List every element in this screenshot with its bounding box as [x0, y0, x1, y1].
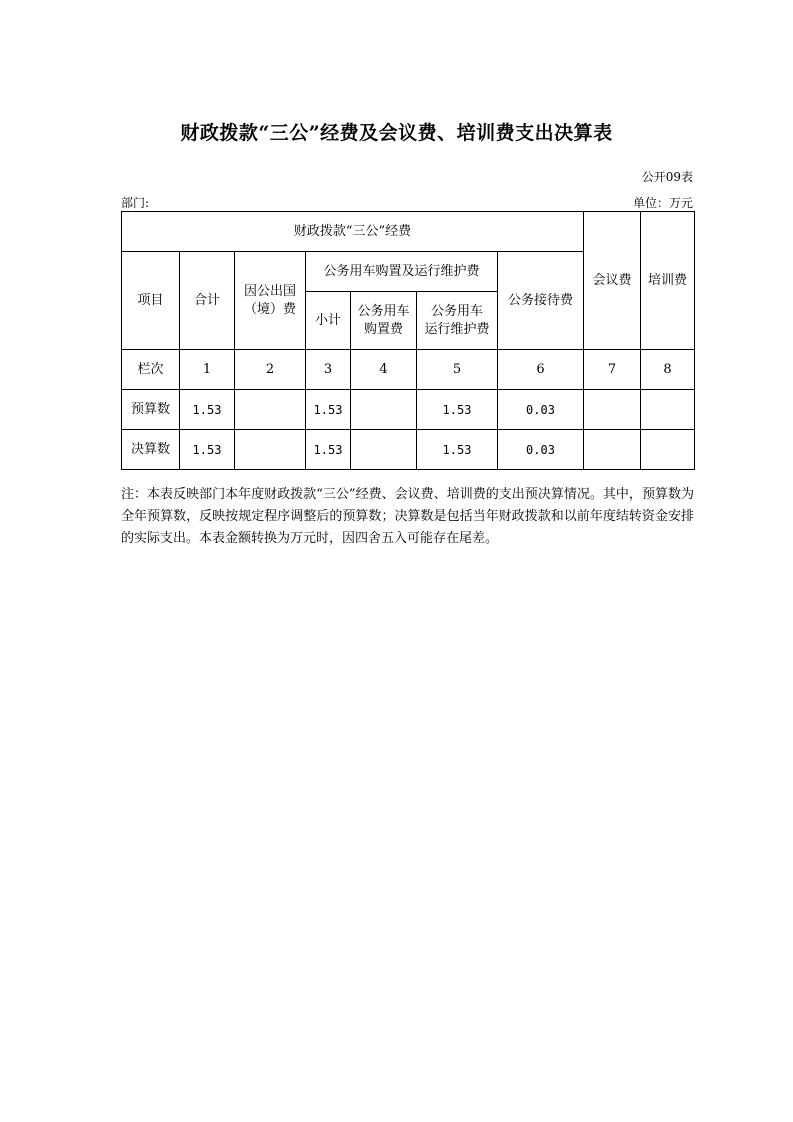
abroad-header-line2: （境）费 — [243, 301, 296, 317]
table-cell: 0.03 — [498, 390, 584, 430]
table-cell: 7 — [584, 350, 641, 390]
table-row — [122, 390, 695, 430]
row-label: 预算数 — [122, 390, 180, 430]
table-cell — [641, 430, 695, 470]
vehicle-purchase-line2: 购置费 — [363, 321, 403, 337]
vehicle-purchase-line1: 公务用车 — [357, 303, 410, 319]
vehicle-operation-line1: 公务用车 — [430, 303, 483, 319]
table-cell — [235, 430, 306, 470]
subtotal-header: 小计 — [306, 292, 351, 350]
table-cell: 1.53 — [180, 390, 235, 430]
row-label: 栏次 — [122, 350, 180, 390]
total-header: 合计 — [180, 252, 235, 350]
table-cell: 1.53 — [180, 430, 235, 470]
table-cell: 1 — [180, 350, 235, 390]
vehicle-operation-line2: 运行维护费 — [424, 321, 490, 337]
table-cell: 2 — [235, 350, 306, 390]
table-cell: 5 — [417, 350, 498, 390]
form-number: 公开09表 — [641, 170, 693, 184]
vehicle-header: 公务用车购置及运行维护费 — [306, 252, 498, 292]
row-label: 决算数 — [122, 430, 180, 470]
table-note: 注：本表反映部门本年度财政拨款“三公”经费、会议费、培训费的支出预决算情况。其中，预算数为全年预算数，反映按规定程序调整后的预算数；决算数是包括当年财政拨款和以前年度结转资金安排的实际支出。本表金额转换为万元时，因四舍五入可能存在尾差。 — [121, 487, 694, 546]
vehicle-purchase-header — [351, 292, 417, 350]
vehicle-operation-header — [417, 292, 498, 350]
table-cell — [584, 430, 641, 470]
header-row-1 — [122, 212, 695, 252]
table-cell — [351, 430, 417, 470]
table-cell: 1.53 — [417, 430, 498, 470]
table-cell: 1.53 — [417, 390, 498, 430]
item-header: 项目 — [122, 252, 180, 350]
reception-header: 公务接待费 — [498, 252, 584, 350]
table-cell: 0.03 — [498, 430, 584, 470]
training-header: 培训费 — [641, 212, 695, 350]
table-row — [122, 350, 695, 390]
table-cell: 4 — [351, 350, 417, 390]
unit-label: 单位：万元 — [632, 196, 693, 210]
table-cell — [351, 390, 417, 430]
table-cell: 8 — [641, 350, 695, 390]
department-label: 部门: — [121, 196, 150, 210]
abroad-header-line1: 因公出国 — [243, 283, 296, 299]
abroad-header — [235, 252, 306, 350]
page-title: 财政拨款“三公”经费及会议费、培训费支出决算表 — [180, 122, 613, 144]
table-row — [122, 430, 695, 470]
meeting-header: 会议费 — [584, 212, 641, 350]
table-cell — [584, 390, 641, 430]
table-cell: 1.53 — [306, 430, 351, 470]
expenditure-table — [121, 211, 695, 470]
table-cell — [235, 390, 306, 430]
table-cell: 1.53 — [306, 390, 351, 430]
table-cell: 6 — [498, 350, 584, 390]
three-public-header: 财政拨款“三公”经费 — [122, 212, 584, 252]
table-cell — [641, 390, 695, 430]
table-cell: 3 — [306, 350, 351, 390]
